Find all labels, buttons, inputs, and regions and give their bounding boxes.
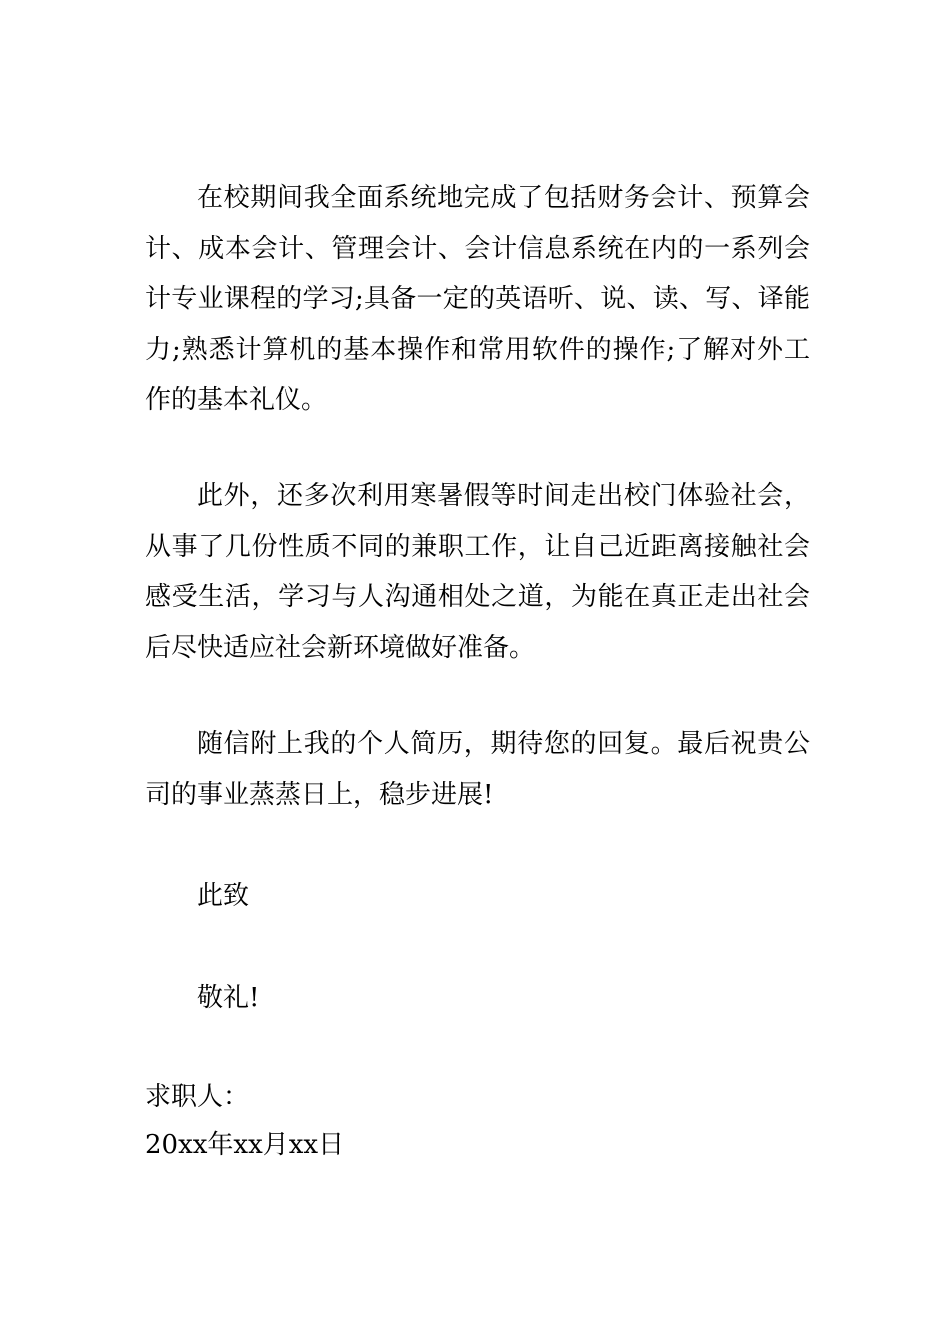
letter-date: 20xx年xx月xx日 <box>145 1130 345 1160</box>
body-paragraph-attachment: 随信附上我的个人简历，期待您的回复。最后祝贵公司的事业蒸蒸日上，稳步进展! <box>145 729 810 810</box>
body-paragraph-experience: 此外，还多次利用寒暑假等时间走出校门体验社会，从事了几份性质不同的兼职工作，让自己近距离接触社会感受生活，学习与人沟通相处之道，为能在真正走出社会后尽快适应社会新环境做好准备。 <box>145 481 810 663</box>
closing-salutation: 此致 <box>197 881 250 911</box>
applicant-label: 求职人： <box>145 1082 250 1112</box>
body-paragraph-coursework: 在校期间我全面系统地完成了包括财务会计、预算会计、成本会计、管理会计、会计信息系统在内的一系列会计专业课程的学习;具备一定的英语听、说、读、写、译能力;熟悉计算机的基本操作和常用软件的操作;了解对外工作的基本礼仪。 <box>145 183 810 415</box>
closing-regards: 敬礼! <box>197 983 260 1013</box>
